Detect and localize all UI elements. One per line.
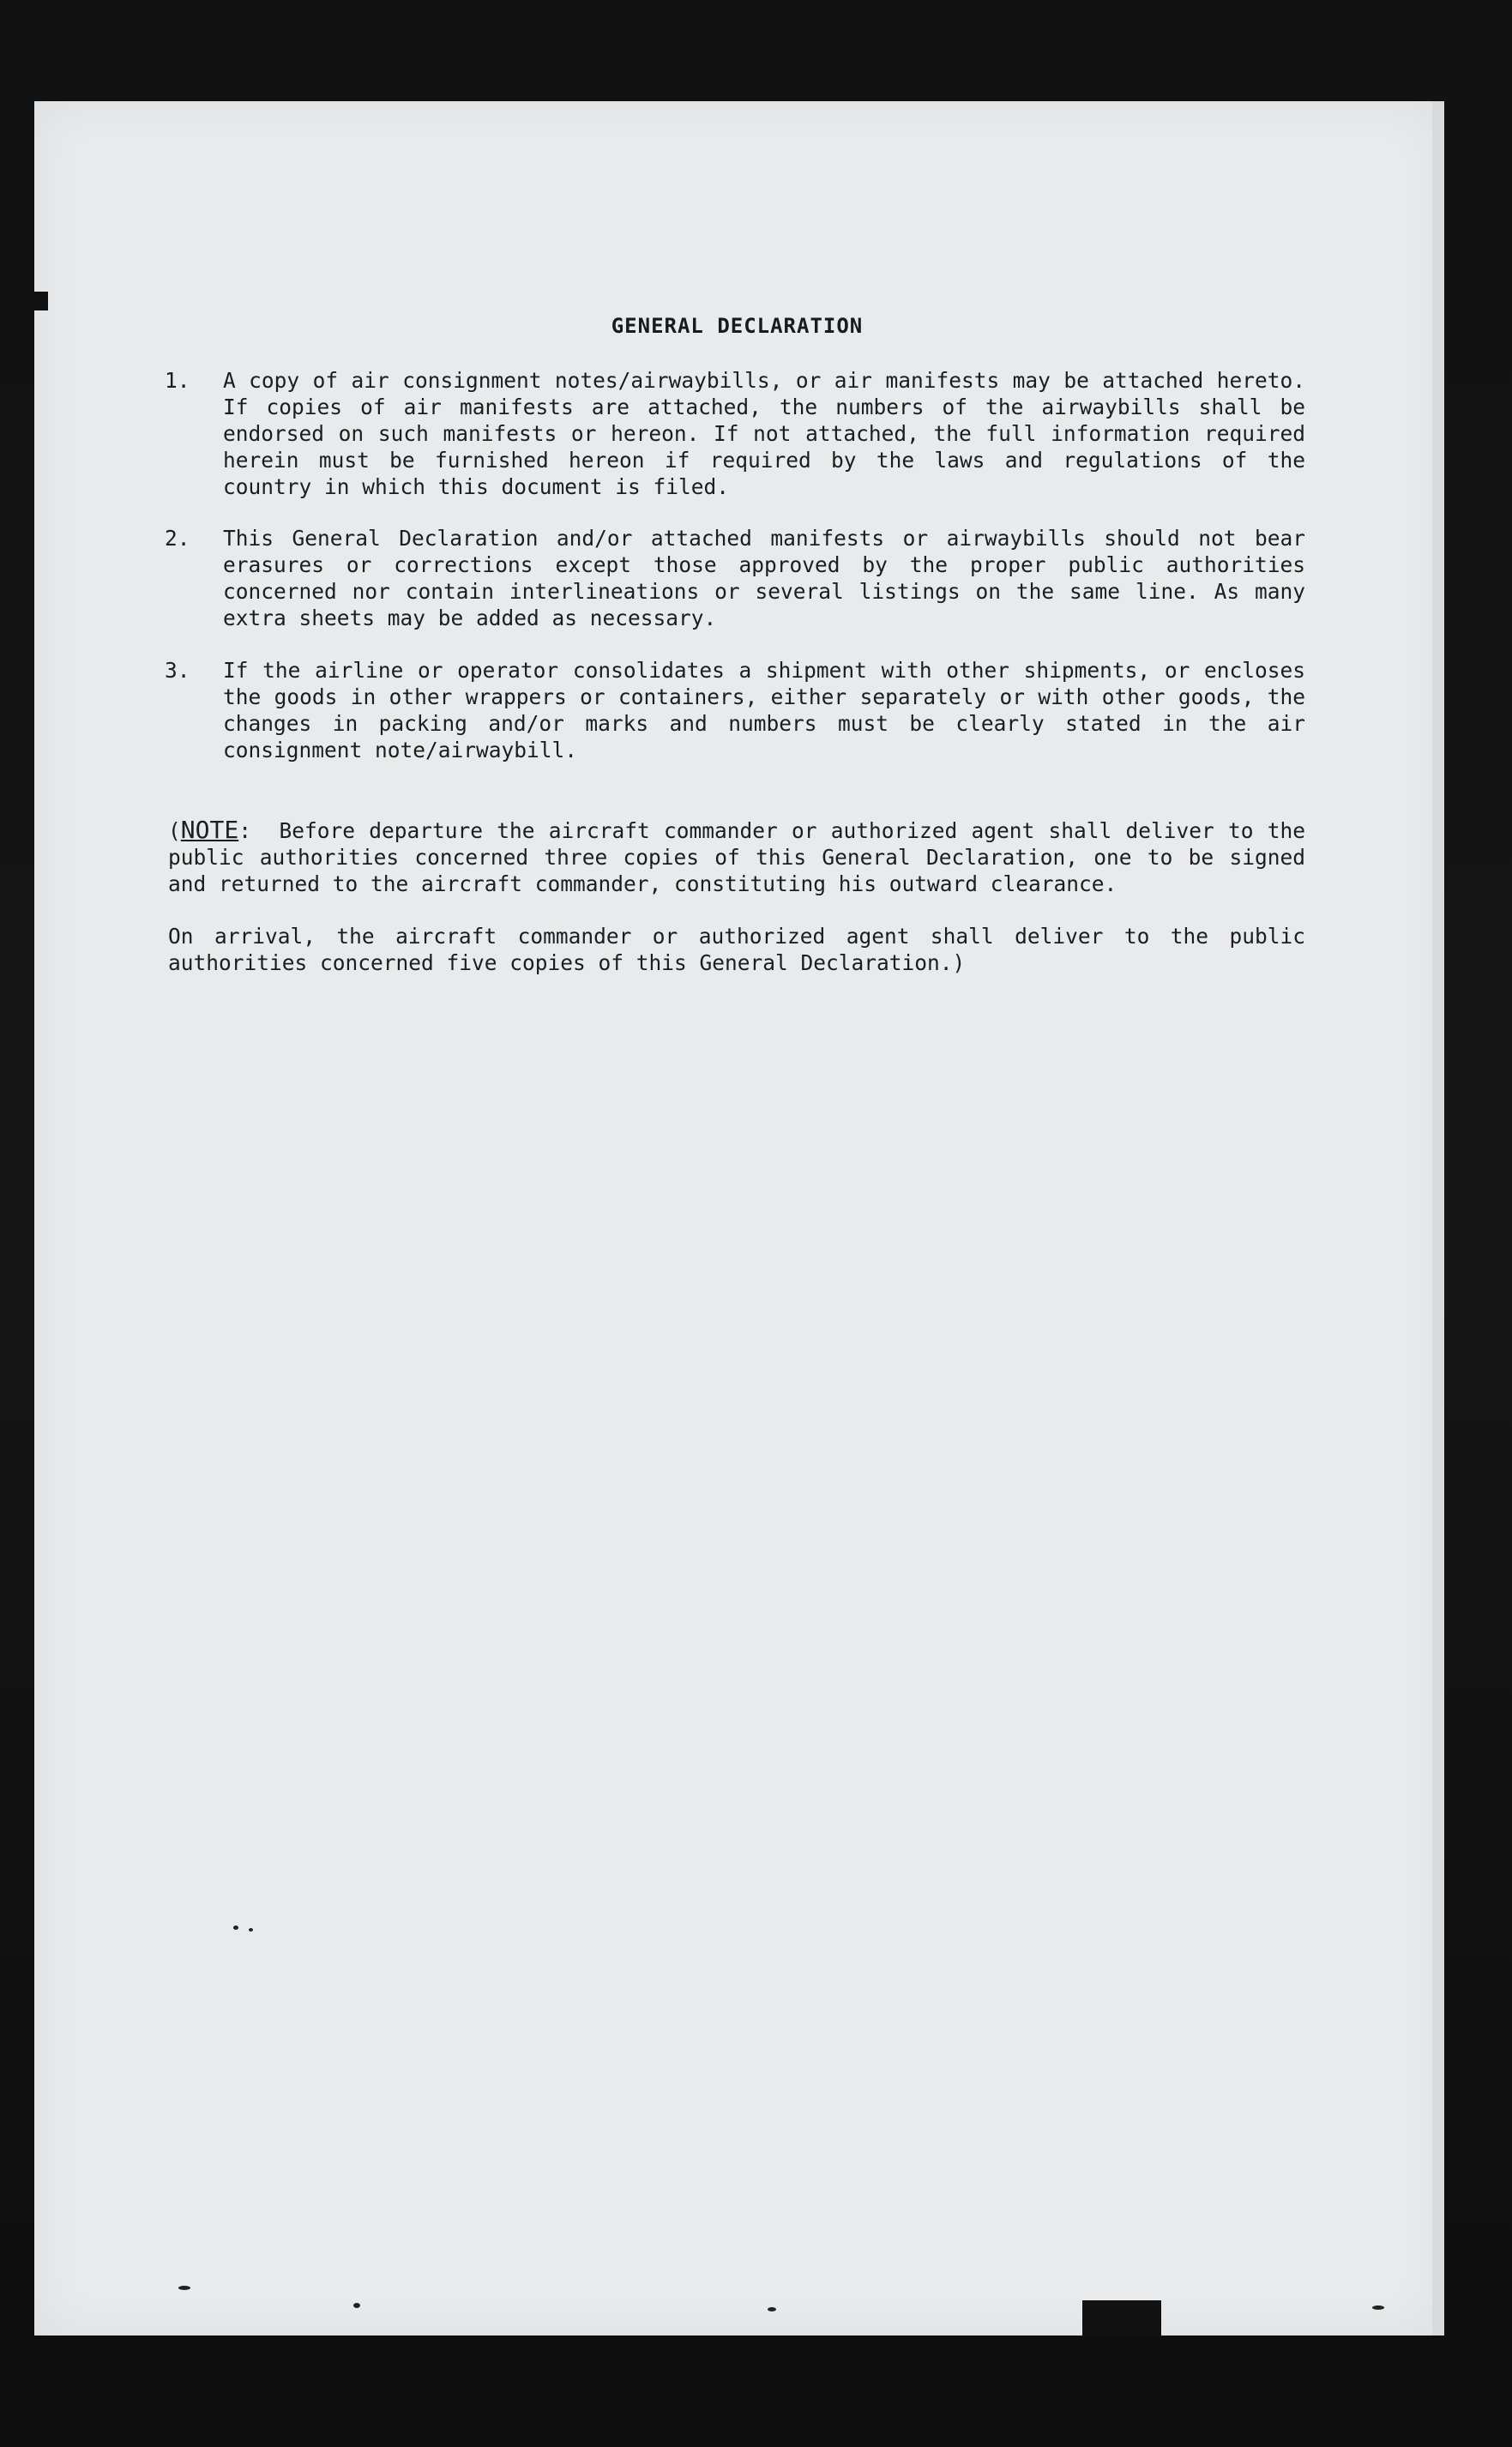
item-number: 2. [165,526,190,551]
declaration-item [165,367,1305,504]
binding-mark [1082,2300,1161,2336]
note-text: Before departure the aircraft commander or authorized agent shall deliver to the public authorities concerned three copies of this General Declaration, one to be signed and returned to the aircraft commander, constituting his outward clearance. [168,818,1305,896]
declaration-item [165,525,1305,636]
edge-tab-mark [34,292,48,310]
scan-speck [353,2303,360,2308]
note-colon: : [238,818,251,843]
item-text: A copy of air consignment notes/airwaybills, or air manifests may be attached hereto. If copies of air manifests are attached, the numbers of the airwaybills shall be endorsed on such manifests or hereon. If not attached, the full information required herein must be furnished hereon if required by the laws and regulations of the country in which this document is filed. [223,368,1305,499]
note-paragraph-arrival: On arrival, the aircraft commander or authorized agent shall deliver to the public authorities concerned five copies of this General Declaration.) [168,924,1305,975]
item-text: This General Declaration and/or attached manifests or airwaybills should not bear erasures or corrections except those approved by the proper public authorities concerned nor contain interlineations or several listings on the same line. As many extra sheets may be added as necessary. [223,526,1305,630]
scan-speck [1372,2305,1384,2310]
document-title: GENERAL DECLARATION [611,314,864,338]
item-number: 3. [165,658,190,683]
scan-speck [768,2307,776,2311]
note-open-paren: ( [168,818,181,843]
scan-speck [233,1926,238,1930]
item-text: If the airline or operator consolidates a shipment with other shipments, or encloses the goods in other wrappers or containers, either separately or with other goods, the changes in packing and/or marks and numbers must be clearly stated in the air consignment note/airwaybill. [223,658,1305,762]
note-paragraph [168,817,1305,897]
scan-speck [249,1928,253,1932]
item-number: 1. [165,368,190,393]
declaration-item [165,657,1305,768]
page-edge [1432,101,1444,2335]
scan-speck [178,2286,190,2290]
note-label: NOTE [180,816,239,844]
